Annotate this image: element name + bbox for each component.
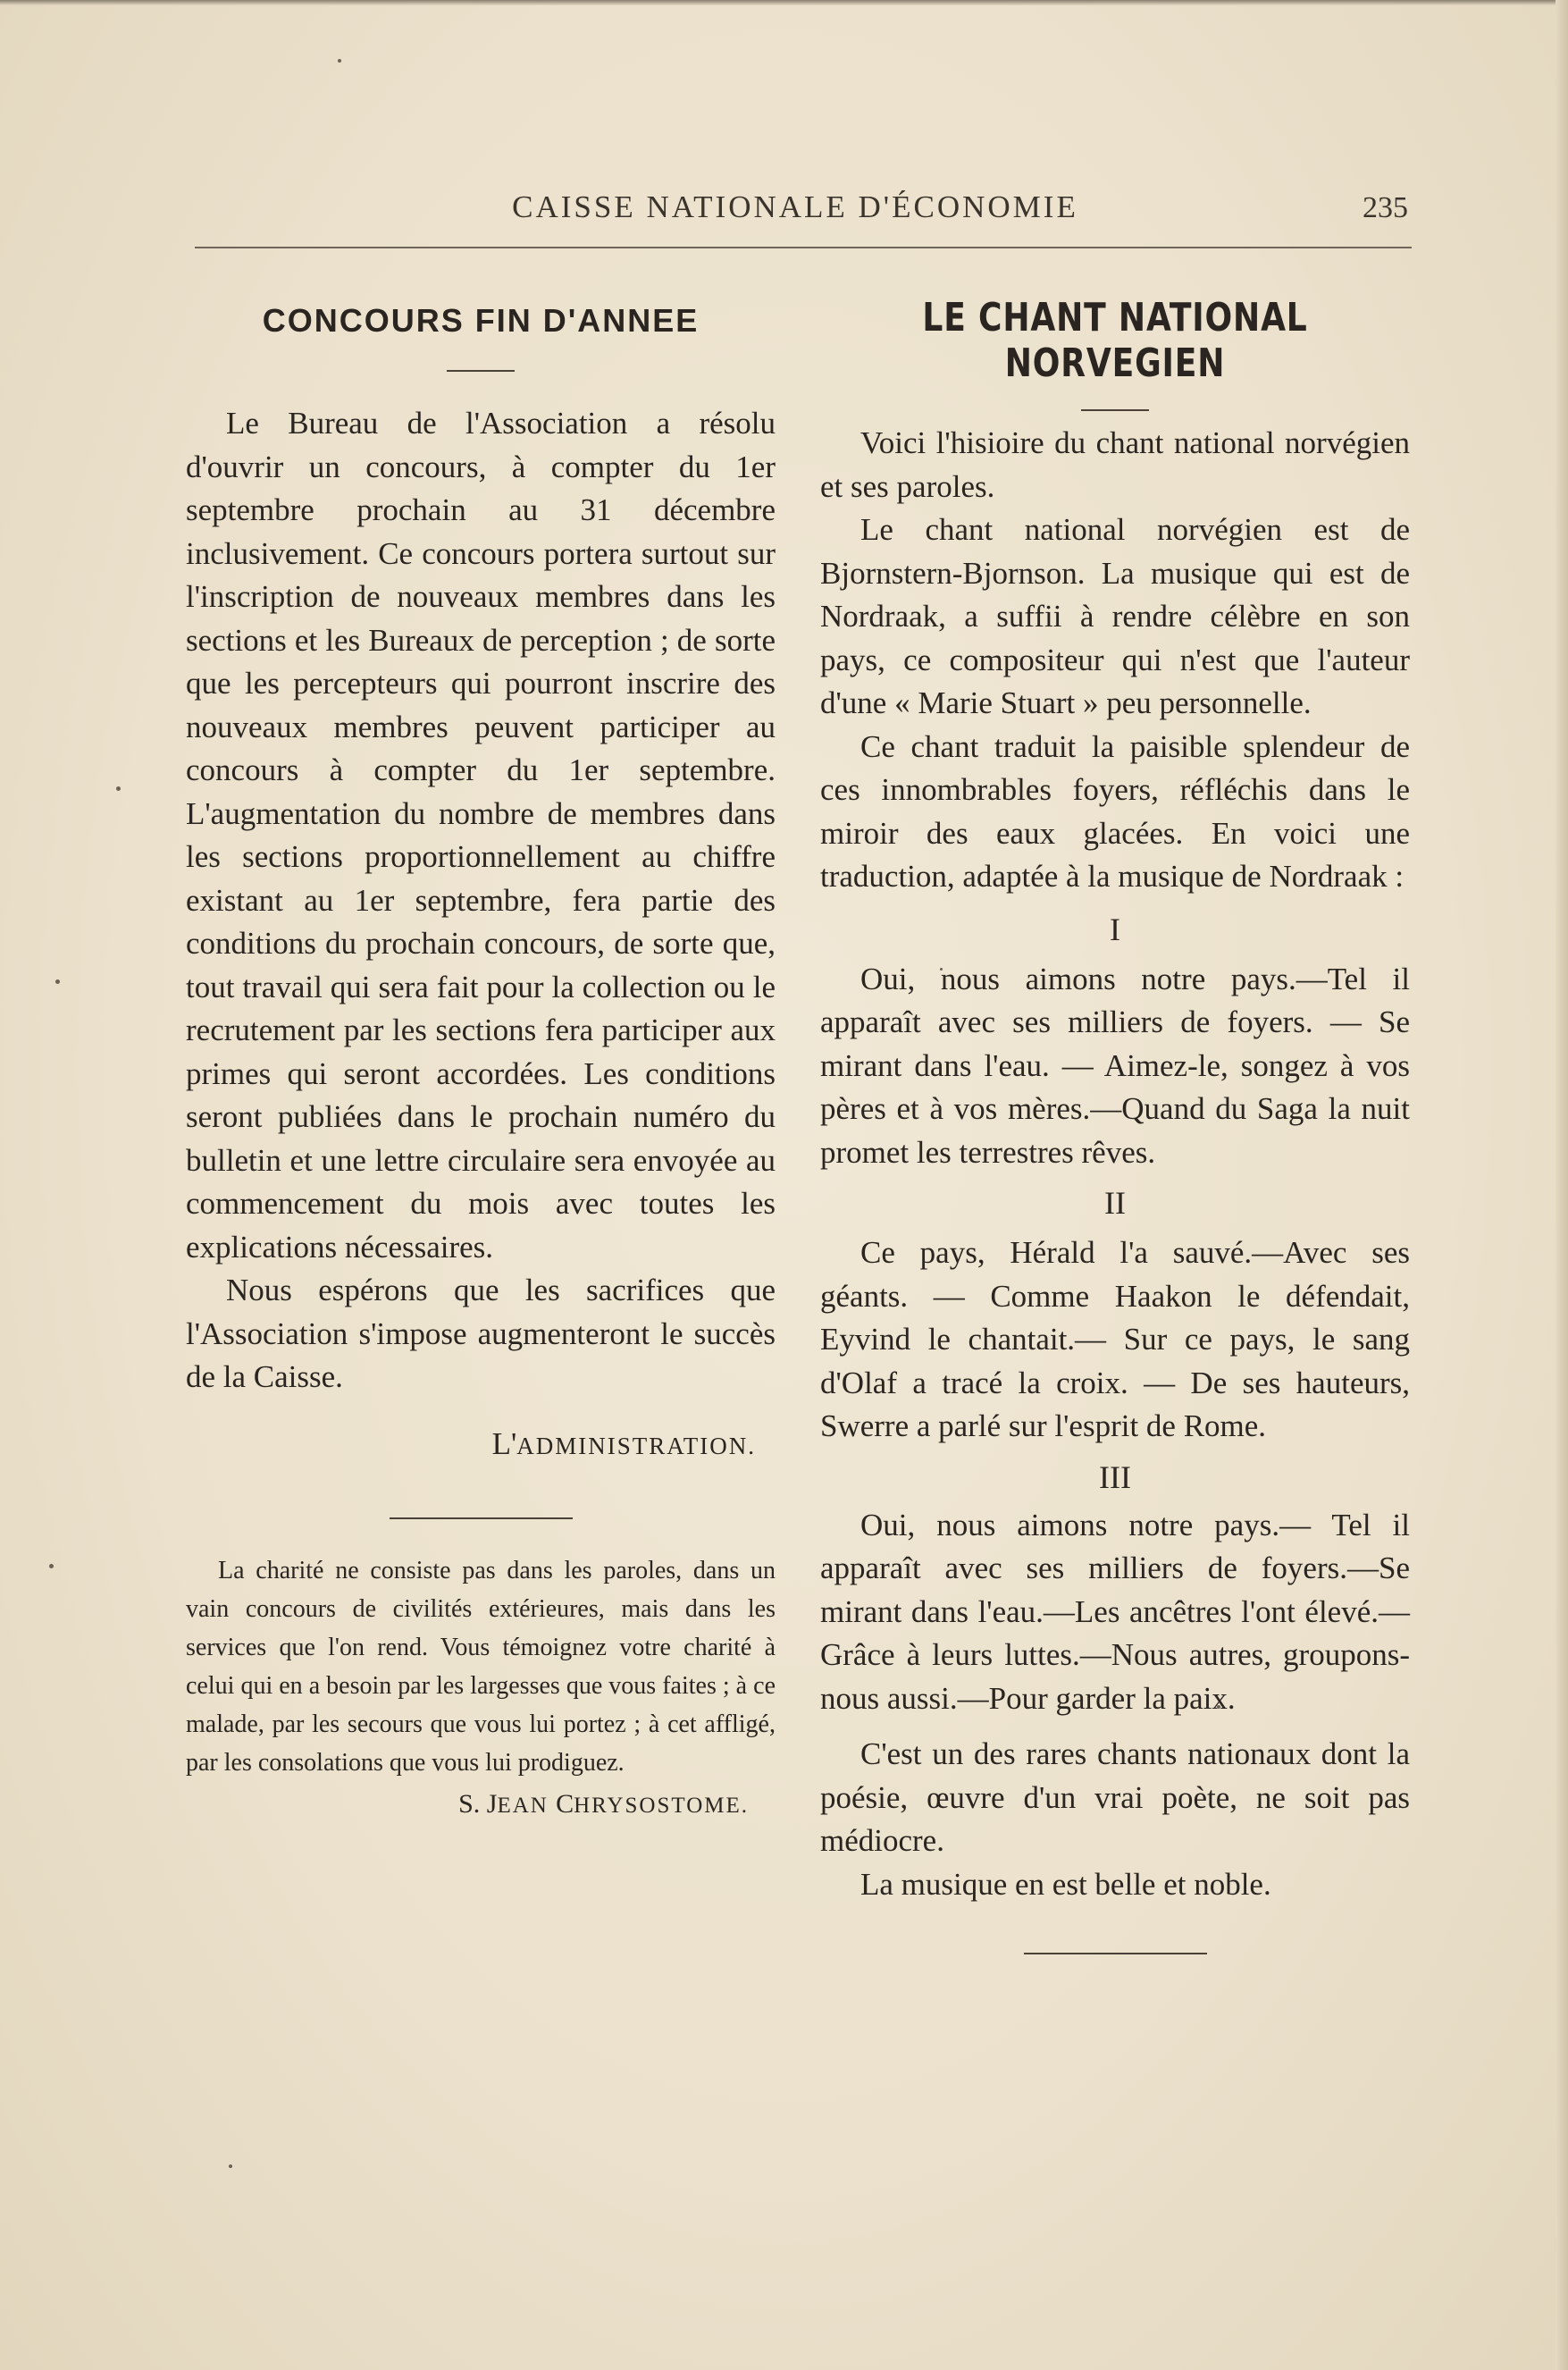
- stanza-3: [820, 1504, 1410, 1721]
- stanza-numeral-3: III: [1099, 1458, 1131, 1495]
- concours-paragraph-1: Le Bureau de l'Association a résolu d'ouvrir un concours, à compter du 1er septembre prochain au 31 décembre inclusivement. Ce concours portera surtout sur l'inscription de nouveaux membres dans les sections et les Bureaux de perception ; de sorte que les percepteurs qui pourront inscrire des nouveaux membres peuvent participer au concours à compter du 1er septembre. L'augmentation du nombre de membres dans les sections proportionnellement au chiffre existant au 1er septembre, fera partie des conditions du prochain concours, de sorte que, tout travail qui sera fait pour la collection ou le recrutement par les sections fera participer aux primes qui seront accordées. Les conditions seront publiées dans le prochain numéro du bulletin et une lettre circulaire sera envoyée au commencement du mois avec toutes les explications nécessaires.: [186, 406, 776, 1265]
- quote-author-prefix: S. J: [458, 1788, 498, 1819]
- closing-paragraph-1: C'est un des rares chants nationaux dont la poésie, œuvre d'un vrai poète, ne soit pas médiocre.: [820, 1736, 1410, 1858]
- intro-paragraph-2: Le chant national norvégien est de Bjornstern-Bjornson. La musique qui est de Nordraak, a suffii à rendre célèbre en son pays, ce compositeur qui n'est que l'auteur d'une « Marie Stuart » peu personnelle.: [820, 512, 1410, 720]
- page-top-edge: [0, 0, 1568, 5]
- page-number: 235: [1363, 191, 1408, 224]
- chrysostome-quote: [186, 1551, 776, 1782]
- quote-author-rest: HRYSOSTOME.: [574, 1793, 749, 1818]
- stanza-1-text: Oui, nous aimons notre pays.—Tel il apparaît avec ses milliers de foyers. — Se mirant dans l'eau. — Aimez-le, songez à vos pères et à vos mères.—Quand du Saga la nuit promet les terrestres rêves.: [820, 961, 1410, 1170]
- stanza-1: [820, 958, 1410, 1175]
- signature-initial: L': [491, 1425, 517, 1461]
- title-rule: [447, 370, 515, 372]
- stanza-3-text: Oui, nous aimons notre pays.— Tel il apparaît avec ses milliers de foyers.—Se mirant dans l'eau.—Les ancêtres l'ont élevé.— Grâce à leurs luttes.—Nous autres, groupons-nous aussi.—Pour garder la paix.: [820, 1507, 1410, 1716]
- article-title-concours: CONCOURS FIN D'ANNEE: [262, 302, 700, 339]
- quote-author-c: C: [556, 1788, 574, 1819]
- title-rule: [1081, 409, 1149, 411]
- running-head: CAISSE NATIONALE D'ÉCONOMIE: [512, 189, 1078, 224]
- right-column: [820, 295, 1410, 1954]
- closing-rule: [1024, 1953, 1207, 1954]
- article-title-chant: LE CHANT NATIONAL NORVEGIEN: [922, 295, 1308, 386]
- chant-intro: [820, 422, 1410, 899]
- quote-author: [186, 1789, 749, 1820]
- left-column: [186, 295, 776, 1820]
- chant-closing: [820, 1733, 1410, 1906]
- stanza-2: [820, 1231, 1410, 1449]
- closing-paragraph-2: La musique en est belle et noble.: [860, 1866, 1271, 1902]
- concours-body: [186, 402, 776, 1399]
- intro-paragraph-1: Voici l'hisioire du chant national norvégien et ses paroles.: [820, 425, 1410, 504]
- intro-paragraph-3: Ce chant traduit la paisible splendeur de ces innombrables foyers, réfléchis dans le miroir des eaux glacées. En voici une traduction, adaptée à la musique de Nordraak :: [820, 728, 1410, 894]
- signature-rest: ADMINISTRATION.: [516, 1432, 756, 1459]
- stanza-2-text: Ce pays, Hérald l'a sauvé.—Avec ses géants. — Comme Haakon le défendait, Eyvind le chantait.— Sur ce pays, le sang d'Olaf a tracé la croix. — De ses hauteurs, Swerre a parlé sur l'esprit de Rome.: [820, 1235, 1410, 1443]
- quote-author-mid: EAN: [497, 1793, 557, 1818]
- quote-rule: [390, 1517, 573, 1519]
- concours-paragraph-2: Nous espérons que les sacrifices que l'Association s'impose augmenteront le succès de la Caisse.: [186, 1273, 776, 1394]
- signature-administration: [186, 1426, 756, 1462]
- stanza-numeral-2: II: [1104, 1185, 1126, 1221]
- quote-text: La charité ne consiste pas dans les paroles, dans un vain concours de civilités extérieures, mais dans les services que l'on rend. Vous témoignez votre charité à celui qui en a besoin par les largesses que vous faites ; à ce malade, par les secours que vous lui portez ; à cet affligé, par les consolations que vous lui prodiguez.: [186, 1556, 776, 1777]
- header-rule: [195, 247, 1412, 248]
- page-right-edge: [1555, 0, 1568, 2370]
- stanza-numeral-1: I: [1110, 911, 1120, 947]
